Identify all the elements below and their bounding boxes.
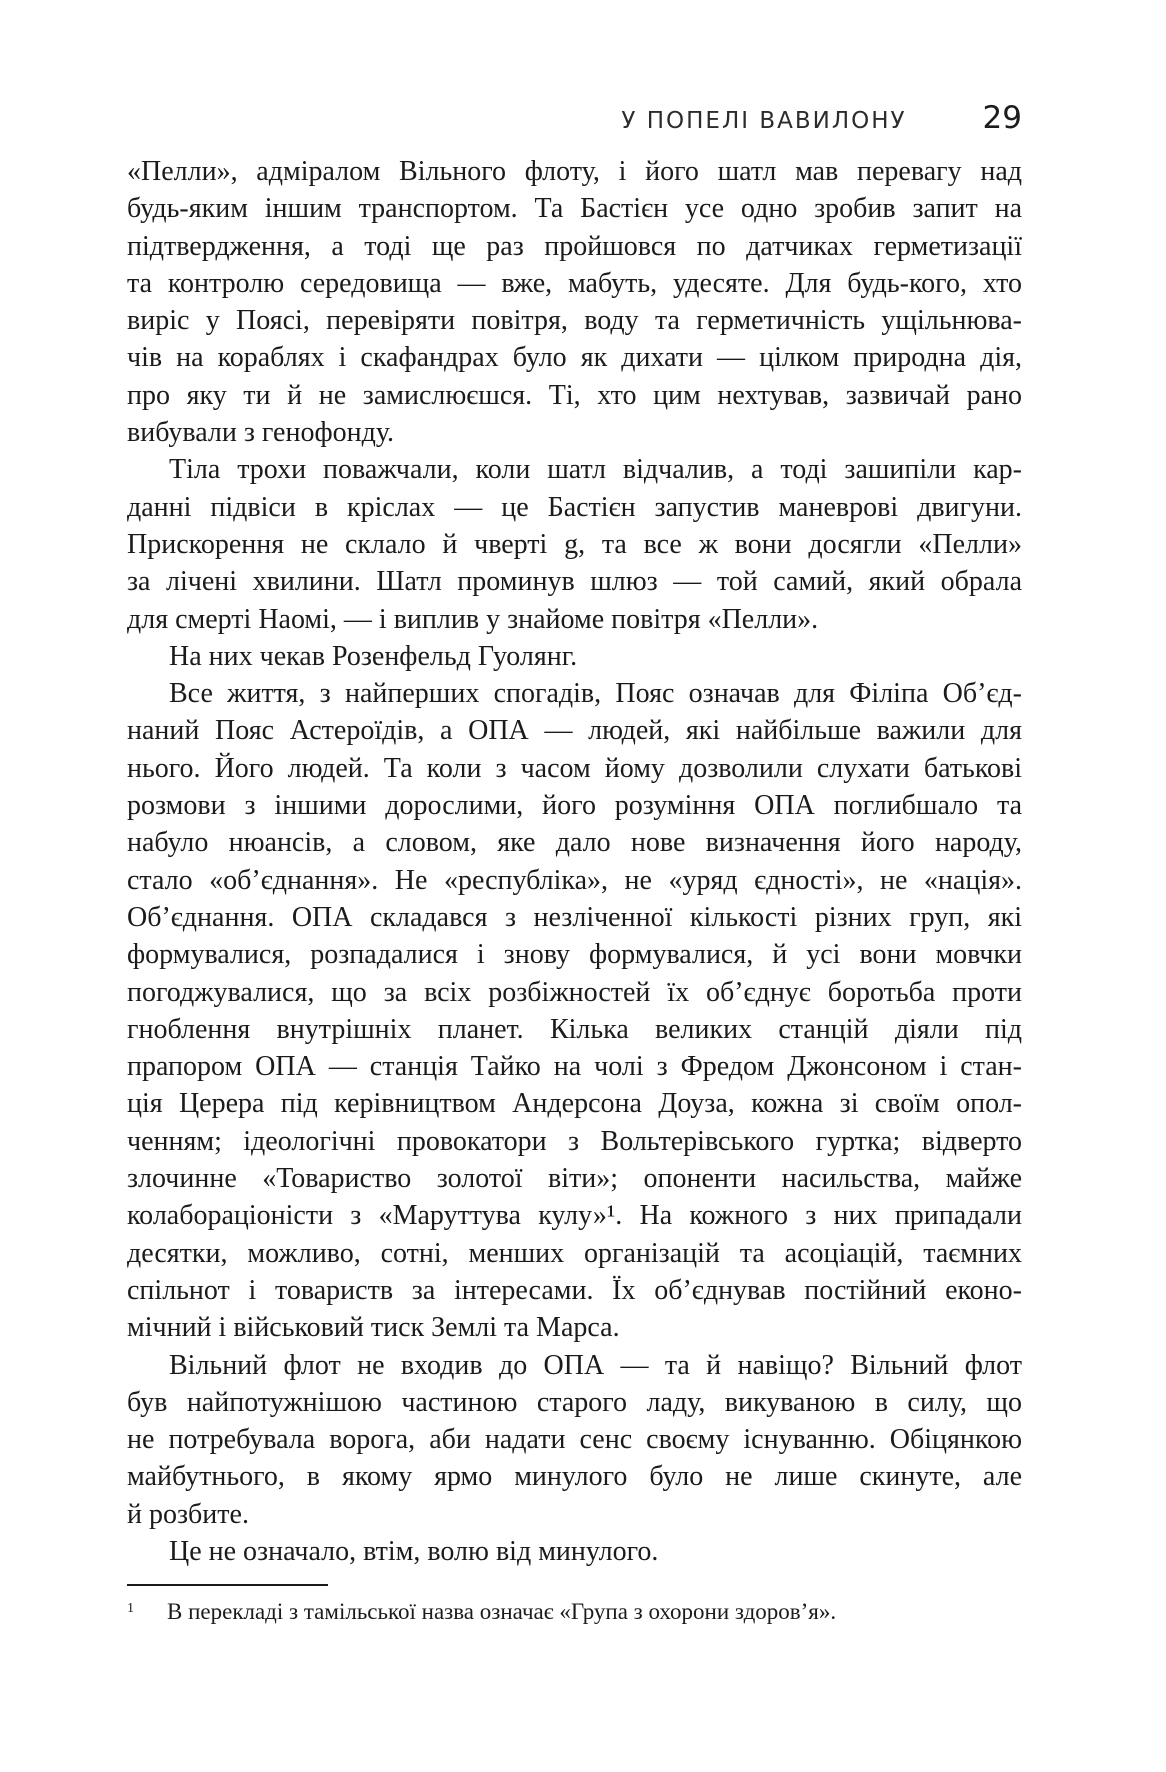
page-header: [127, 100, 1022, 136]
body-line: десятки, можливо, сотні, менших організацій та асоціацій, таємних: [127, 1237, 1022, 1269]
body-line: Це не означало, втім, волю від минулого.: [169, 1535, 659, 1567]
body-line: На них чекав Розенфельд Гуолянг.: [169, 640, 578, 672]
body-line: нього. Його людей. Та коли з часом йому дозволили слухати батькові: [127, 752, 1022, 784]
body-line: про яку ти й не замислюєшся. Ті, хто цим нехтував, зазвичай рано: [127, 379, 1022, 411]
body-line: спільнот і товариств за інтересами. Їх об’єднував постійний еконо-: [127, 1274, 1022, 1306]
body-line: гноблення внутрішніх планет. Кілька великих станцій діяли під: [127, 1013, 1022, 1045]
body-line: вибували з генофонду.: [127, 417, 395, 449]
body-line: погоджувалися, що за всіх розбіжностей їх об’єднує боротьба проти: [127, 976, 1022, 1008]
body-line: Об’єднання. ОПА складався з незліченної кількості різних груп, які: [127, 901, 1022, 933]
body-line: виріс у Поясі, перевіряти повітря, воду та герметичність ущільнюва-: [127, 305, 1022, 337]
body-line: був найпотужнішою частиною старого ладу, викуваною в силу, що: [127, 1386, 1022, 1418]
body-line: ченням; ідеологічні провокатори з Вольтерівського гуртка; відверто: [127, 1125, 1022, 1157]
body-line: розмови з іншими дорослими, його розуміння ОПА поглибшало та: [127, 790, 1022, 822]
footnote-text: В перекладі з тамільської назва означає «Група з охорони здоров’я».: [167, 1599, 837, 1624]
body-line: й розбите.: [127, 1498, 249, 1530]
body-line: ція Церера під керівництвом Андерсона Доуза, кожна зі своїм опол-: [127, 1088, 1022, 1120]
body-line: чів на кораблях і скафандрах було як дихати — цілком природна дія,: [127, 342, 1022, 374]
body-text: [127, 153, 1022, 1570]
footnote: [127, 1594, 1022, 1627]
body-line: Прискорення не склало й чверті g, та все ж вони досягли «Пелли»: [127, 528, 1022, 560]
page-number: 29: [982, 100, 1022, 136]
body-line: Все життя, з найперших спогадів, Пояс означав для Філіпа Об’єд-: [169, 678, 1022, 710]
body-line: злочинне «Товариство золотої віти»; опоненти насильства, майже: [127, 1163, 1022, 1195]
body-line: за лічені хвилини. Шатл проминув шлюз — той самий, який обрала: [127, 566, 1022, 598]
body-line: мічний і військовий тиск Землі та Марса.: [127, 1312, 620, 1344]
body-line: прапором ОПА — станція Тайко на чолі з Фредом Джонсоном і стан-: [127, 1051, 1022, 1083]
body-line: стало «об’єднання». Не «республіка», не «уряд єдності», не «нація».: [127, 864, 1022, 896]
body-line: будь-яким іншим транспортом. Та Бастієн усе одно зробив запит на: [127, 193, 1022, 225]
body-line: Тіла трохи поважчали, коли шатл відчалив, а тоді зашипіли кар-: [169, 454, 1022, 486]
running-title: У ПОПЕЛІ ВАВИЛОНУ: [621, 108, 907, 134]
body-line: формувалися, розпадалися і знову формувалися, й усі вони мовчки: [127, 939, 1022, 971]
body-line: данні підвіси в кріслах — це Бастієн запустив маневрові двигуни.: [127, 491, 1022, 523]
body-line: набуло нюансів, а словом, яке дало нове визначення його народу,: [127, 827, 1022, 859]
footnote-marker: 1: [127, 1601, 134, 1616]
body-line: та контролю середовища — вже, мабуть, удесяте. Для будь-кого, хто: [127, 267, 1022, 299]
footnote-rule: [127, 1584, 328, 1586]
body-line: «Пелли», адміралом Вільного флоту, і його шатл мав перевагу над: [127, 156, 1022, 187]
body-line: Вільний флот не входив до ОПА — та й навіщо? Вільний флот: [169, 1349, 1022, 1381]
body-line: підтвердження, а тоді ще раз пройшовся по датчиках герметизації: [127, 230, 1022, 262]
body-line: колабораціоністи з «Маруттува кулу»¹. На кожного з них припадали: [127, 1200, 1022, 1232]
body-line: наний Пояс Астероїдів, а ОПА — людей, які найбільше важили для: [127, 715, 1022, 747]
body-line: для смерті Наомі, — і виплив у знайоме повітря «Пелли».: [127, 603, 819, 635]
body-line: не потребувала ворога, аби надати сенс своєму існуванню. Обіцянкою: [127, 1424, 1022, 1456]
body-line: майбутнього, в якому ярмо минулого було не лише скинуте, але: [127, 1461, 1022, 1493]
